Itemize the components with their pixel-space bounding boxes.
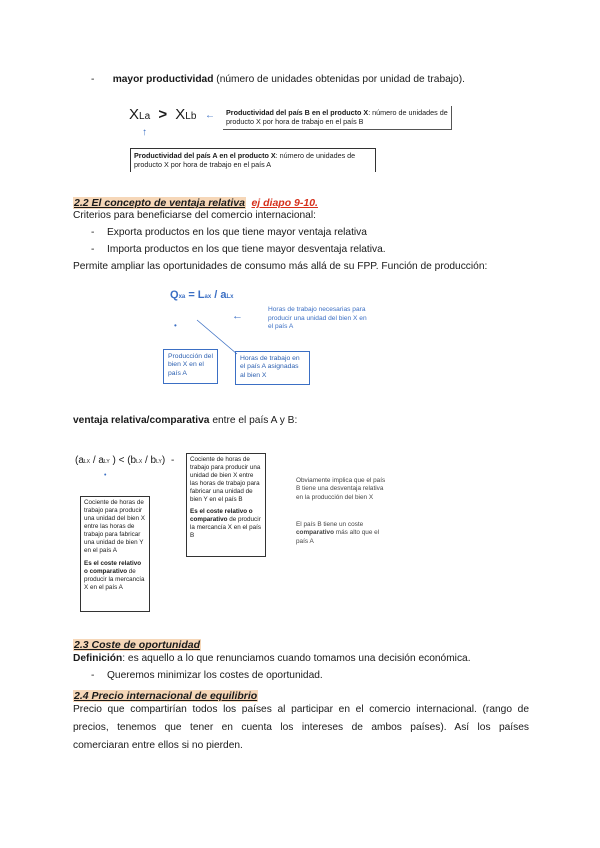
ventaja-line: ventaja relativa/comparativa entre el país A y B: — [73, 415, 298, 426]
production-formula: Qxa = Lax / aLx — [170, 289, 234, 301]
box-productividad-b: Productividad del país B en el producto X: número de unidades de producto X por hora de trabajo en el país B — [223, 106, 452, 130]
section-2-2-ref: ej diapo 9-10. — [251, 197, 318, 209]
note-desventaja: Obviamente implica que el país B tiene una desventaja relativa en la producción del bien X — [296, 477, 386, 501]
box-productividad-a: Productividad del país A en el producto X: número de unidades de producto X por hora de trabajo en el país A — [130, 148, 376, 172]
section-2-4-line-3: comerciaran entre ellos si no pierden. — [73, 740, 243, 751]
section-2-4-heading: 2.4 Precio internacional de equilibrio — [74, 690, 258, 702]
section-2-2-heading: 2.2 El concepto de ventaja relativa ej diapo 9-10. — [74, 197, 318, 209]
bullet-productividad: - mayor productividad (número de unidades obtenidas por unidad de trabajo). — [91, 74, 465, 85]
productivity-inequality: XLa > XLb — [129, 106, 197, 123]
dot-icon: • — [174, 321, 177, 330]
bullet-productividad-rest: (número de unidades obtenidas por unidad de trabajo). — [216, 74, 465, 85]
box-coste-b: Cociente de horas de trabajo para producir una unidad de bien X entre las horas de trabajo para fabricar una unidad de bien Y en el país B Es el coste relativo o comparativo de producir la mercancía X en el país B — [186, 453, 266, 557]
section-2-3-heading: 2.3 Coste de oportunidad — [74, 639, 201, 651]
section-2-3-definition: Definición: es aquello a lo que renunciamos cuando tomamos una decisión económica. — [73, 653, 471, 664]
section-2-4-line-1: Precio que compartirían todos los países al participar en el comercio internacional. (rango de — [73, 704, 529, 715]
box-horas-necesarias: Horas de trabajo necesarias para producir una unidad del bien X en el país A — [268, 306, 367, 331]
list-item: - Queremos minimizar los costes de oportunidad. — [91, 670, 323, 681]
note-coste-mas-alto: El país B tiene un coste comparativo más alto que el país A — [296, 521, 380, 545]
arrow-up-icon: ↑ — [142, 127, 147, 138]
box-produccion: Producción del bien X en el país A — [163, 349, 218, 384]
section-2-4-line-2: precios, tenemos que tener en cuenta los intereses de ambos países). Así los países — [73, 722, 529, 733]
section-2-2-para: Permite ampliar las oportunidades de consumo más allá de su FPP. Función de producción: — [73, 261, 488, 272]
section-2-2-intro: Criterios para beneficiarse del comercio internacional: — [73, 210, 316, 221]
list-item: - Exporta productos en los que tiene mayor ventaja relativa — [91, 227, 367, 238]
comparative-formula: (aLX / aLY ) < (bLX / bLY) - — [75, 455, 175, 466]
arrow-left-icon: ← — [232, 310, 243, 322]
arrow-left-icon: ← — [205, 110, 215, 121]
box-horas-asignadas: Horas de trabajo en el país A asignadas al bien X — [235, 351, 310, 385]
list-item: - Importa productos en los que tiene mayor desventaja relativa. — [91, 244, 386, 255]
dot-icon: • — [104, 472, 107, 479]
bullet-productividad-bold: mayor productividad — [112, 74, 214, 85]
box-coste-a: Cociente de horas de trabajo para producir una unidad del bien X entre las horas de trabajo para fabricar una unidad de bien Y en el país A Es el coste relativo o comparativo de producir la mercancía X en el país A — [80, 496, 150, 612]
